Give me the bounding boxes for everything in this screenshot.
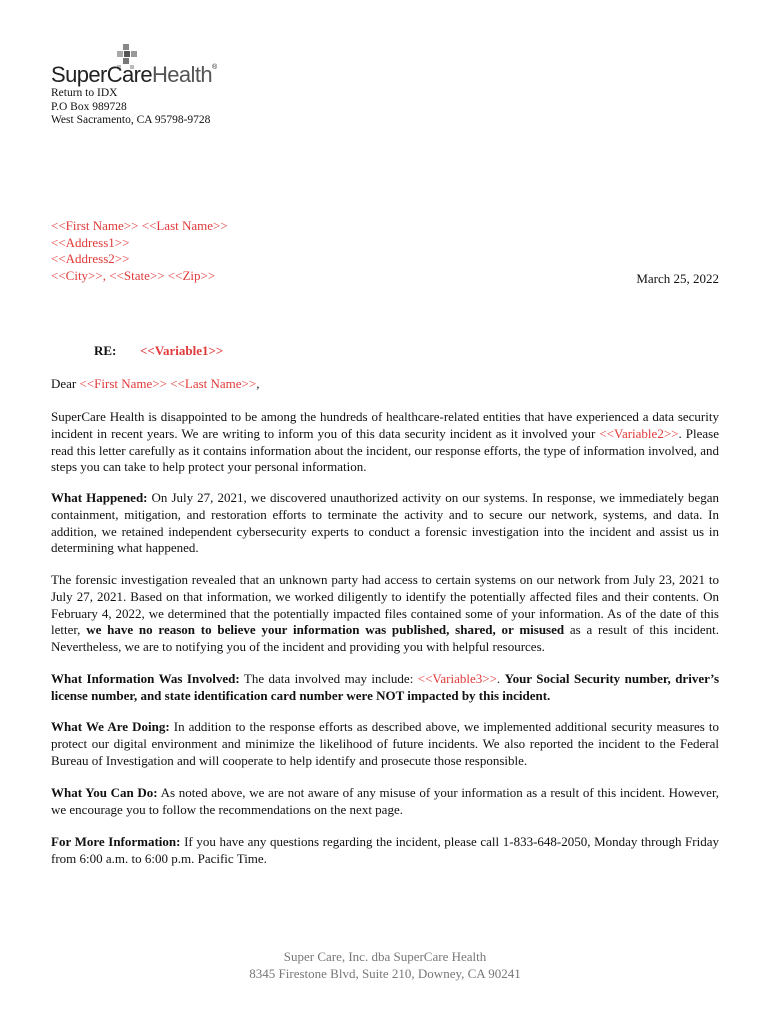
what-happened-text: On July 27, 2021, we discovered unauthorized activity on our systems. In response, we immediately began containment, mitigation, and restoration efforts to terminate the activity and to secure our network, systems, and data. In addition, we retained independent cybersecurity experts to conduct a forensic investigation into the incident and assist us in determining what happened. [51,490,719,556]
footer-line-2: 8345 Firestone Blvd, Suite 210, Downey, CA 90241 [249,966,521,981]
what-happened-paragraph [51,490,719,557]
logo-brand-sub: Health [152,62,212,87]
what-info-variable: <<Variable3>> [417,671,497,686]
recipient-city-state-zip: <<City>>, <<State>> <<Zip>> [51,267,216,283]
what-doing-paragraph [51,719,719,769]
logo-registered-mark: ® [212,64,217,71]
salutation-prefix: Dear [51,376,80,391]
recipient-address2: <<Address2>> [51,251,130,266]
what-info-text: The data involved may include: [239,671,418,686]
forensic-paragraph [51,572,719,656]
letter-date: March 25, 2022 [636,271,719,286]
what-you-can-do-paragraph [51,785,719,819]
what-you-can-do-heading: What You Can Do: [51,785,158,800]
re-label: RE: [94,343,117,358]
salutation-suffix: , [256,376,260,391]
intro-paragraph [51,409,719,476]
forensic-text-1: The forensic investigation revealed that an unknown party had access to certain systems on our network from July 23, 2021 to July 27, 2021. Based on that information, we worked diligently to identify the potentially affected files and their contents. On February 4, 2022, we determined that the potentially impacted files contained some of your information. As of the date of this letter, [51,572,719,638]
what-info-heading: What Information Was Involved: [51,671,240,686]
company-logo [51,62,217,88]
recipient-address1: <<Address1>> [51,234,130,250]
forensic-bold: we have no reason to believe your information was published, shared, or misused [86,622,565,638]
footer [0,948,770,982]
what-happened-heading: What Happened: [51,490,148,505]
forensic-text-2: as a result of this incident. Nevertheless, we are to notifying you of the incident and providing you with helpful resources. [51,622,720,655]
return-address-line: Return to IDX [51,87,118,99]
intro-text-1: SuperCare Health is disappointed to be among the hundreds of healthcare-related entities that have experienced a data security incident in recent years. We are writing to inform you of this data security incident as it involved your [51,409,719,441]
what-doing-heading: What We Are Doing: [51,719,170,734]
what-doing-text: In addition to the response efforts as described above, we implemented additional security measures to protect our digital environment and minimize the likelihood of future incidents. We also reported the incident to the Federal Bureau of Investigation and will cooperate to help identify and prosecute those responsible. [51,719,720,768]
recipient-address [51,218,228,284]
what-info-paragraph [51,671,719,705]
footer-line-1: Super Care, Inc. dba SuperCare Health [283,949,487,964]
intro-text-2: . Please read this letter carefully as it contains information about the incident, our response efforts, the type of information involved, and steps you can take to help protect your personal information. [51,425,720,475]
what-info-bold: Your Social Security number, driver’s license number, and state identification card number were NOT impacted by this incident. [51,671,719,703]
more-info-text: If you have any questions regarding the incident, please call 1-833-648-2050, Monday through Friday from 6:00 a.m. to 6:00 p.m. Pacific Time. [51,834,719,866]
more-info-heading: For More Information: [51,834,181,849]
recipient-name: <<First Name>> <<Last Name>> [51,218,228,233]
salutation-name: <<First Name>> <<Last Name>> [79,376,257,391]
what-info-after: . [496,671,505,686]
return-address-line: P.O Box 989728 [51,100,127,113]
salutation [51,376,259,392]
return-address [51,87,210,128]
what-you-can-do-text: As noted above, we are not aware of any misuse of your information as a result of this incident. However, we encourage you to follow the recommendations on the next page. [51,785,720,817]
return-address-line: West Sacramento, CA 95798-9728 [51,114,211,126]
intro-variable: <<Variable2>> [599,425,679,441]
more-info-paragraph [51,834,719,868]
logo-brand-main: SuperCare [51,62,152,87]
re-value: <<Variable1>> [140,343,224,358]
